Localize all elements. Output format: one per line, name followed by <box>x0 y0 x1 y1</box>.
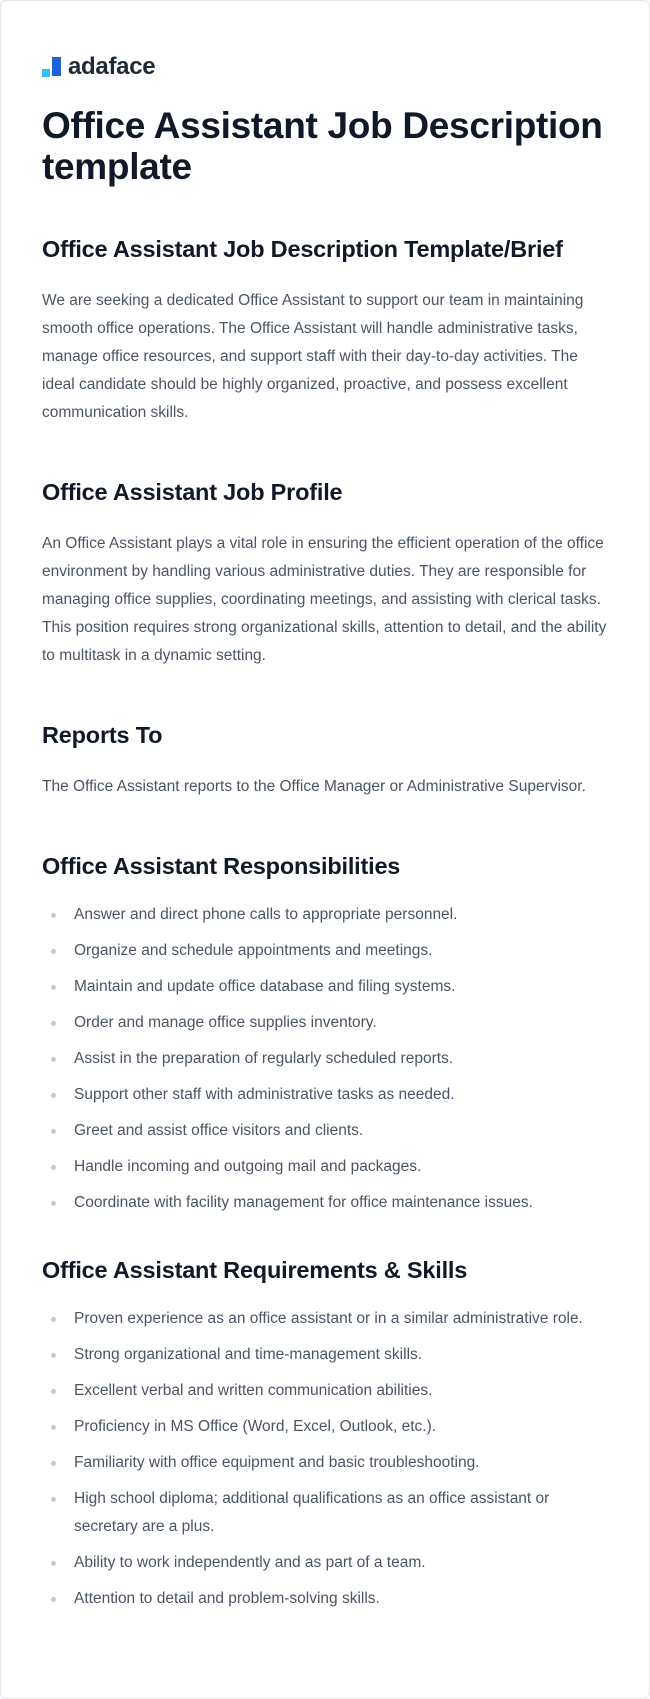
content <box>1 55 649 1613</box>
adaface-logo[interactable] <box>42 55 608 79</box>
list-item: Coordinate with facility management for office maintenance issues. <box>42 1189 608 1217</box>
bullet-icon <box>51 1497 56 1502</box>
bullet-icon <box>51 1129 56 1134</box>
brief-text: We are seeking a dedicated Office Assistant to support our team in maintaining smooth office operations. The Office Assistant will handle administrative tasks, manage office resources, and support staff with their day-to-day activities. The ideal candidate should be highly organized, proactive, and possess excellent communication skills. <box>42 292 584 421</box>
bullet-icon <box>51 1425 56 1430</box>
list-item: Assist in the preparation of regularly scheduled reports. <box>42 1045 608 1073</box>
bullet-icon <box>51 1597 56 1602</box>
list-item: Order and manage office supplies inventory. <box>42 1009 608 1037</box>
bullet-icon <box>51 1021 56 1026</box>
bullet-icon <box>51 1353 56 1358</box>
list-item: Support other staff with administrative tasks as needed. <box>42 1081 608 1109</box>
list-item: High school diploma; additional qualifications as an office assistant or secretary are a plus. <box>42 1485 608 1541</box>
list-item: Maintain and update office database and filing systems. <box>42 973 608 1001</box>
list-item: Greet and assist office visitors and clients. <box>42 1117 608 1145</box>
brief-heading: Office Assistant Job Description Template/Brief <box>42 236 563 262</box>
bullet-icon <box>51 949 56 954</box>
bullet-icon <box>51 1389 56 1394</box>
reports-to-heading: Reports To <box>42 722 163 748</box>
requirements-heading: Office Assistant Requirements & Skills <box>42 1257 468 1283</box>
list-item: Proven experience as an office assistant or in a similar administrative role. <box>42 1305 608 1333</box>
reports-to-text: The Office Assistant reports to the Office Manager or Administrative Supervisor. <box>42 778 586 795</box>
bullet-icon <box>51 985 56 990</box>
adaface-logo-icon <box>42 57 62 77</box>
bullet-icon <box>51 1317 56 1322</box>
responsibilities-heading: Office Assistant Responsibilities <box>42 853 401 879</box>
list-item: Familiarity with office equipment and basic troubleshooting. <box>42 1449 608 1477</box>
bullet-icon <box>51 1165 56 1170</box>
list-item: Ability to work independently and as part of a team. <box>42 1549 608 1577</box>
bullet-icon <box>51 1461 56 1466</box>
list-item: Proficiency in MS Office (Word, Excel, Outlook, etc.). <box>42 1413 608 1441</box>
bullet-icon <box>51 1561 56 1566</box>
list-item: Excellent verbal and written communication abilities. <box>42 1377 608 1405</box>
bullet-icon <box>51 1201 56 1206</box>
bullet-icon <box>51 1057 56 1062</box>
list-item: Answer and direct phone calls to appropriate personnel. <box>42 901 608 929</box>
profile-text: An Office Assistant plays a vital role in ensuring the efficient operation of the office environment by handling various administrative duties. They are responsible for managing office supplies, coordinating meetings, and assisting with clerical tasks. This position requires strong organizational skills, attention to detail, and the ability to multitask in a dynamic setting. <box>42 535 607 664</box>
list-item: Strong organizational and time-management skills. <box>42 1341 608 1369</box>
page-title: Office Assistant Job Description template <box>42 105 603 187</box>
profile-heading: Office Assistant Job Profile <box>42 479 343 505</box>
bullet-icon <box>51 913 56 918</box>
list-item: Attention to detail and problem-solving skills. <box>42 1585 608 1613</box>
responsibilities-list <box>42 901 608 1217</box>
requirements-list <box>42 1305 608 1613</box>
list-item: Organize and schedule appointments and meetings. <box>42 937 608 965</box>
bullet-icon <box>51 1093 56 1098</box>
logo-text: adaface <box>68 53 156 80</box>
list-item: Handle incoming and outgoing mail and packages. <box>42 1153 608 1181</box>
